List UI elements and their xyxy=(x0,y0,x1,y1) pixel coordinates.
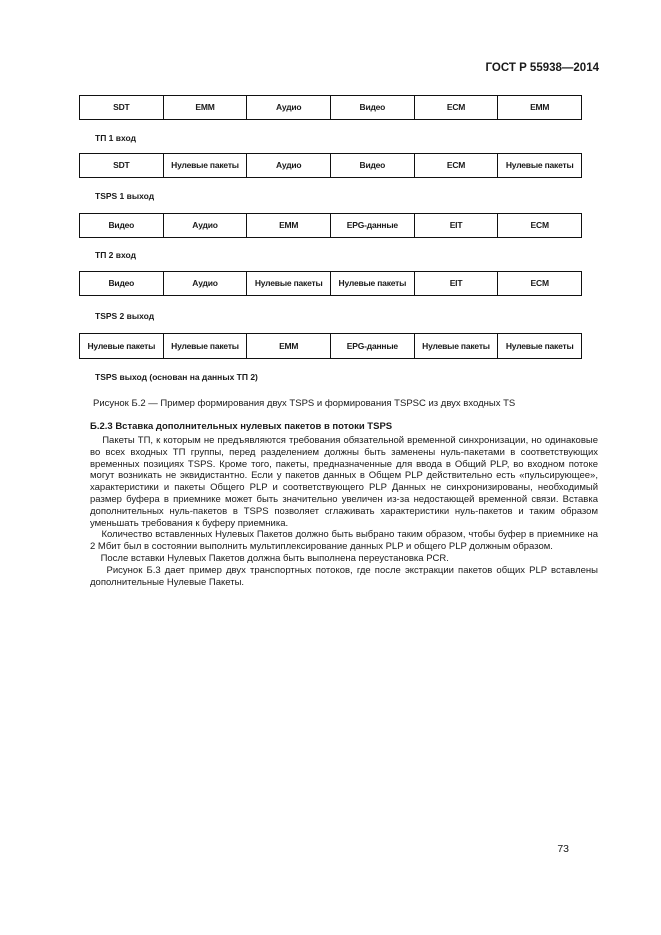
stream-row-5 xyxy=(79,333,582,359)
stream-cell: Нулевые пакеты xyxy=(163,334,247,358)
stream-cell: EMM xyxy=(246,334,330,358)
stream-cell: Аудио xyxy=(246,96,330,119)
paragraph: Количество вставленных Нулевых Пакетов должно быть выбрано таким образом, чтобы буфер в приемнике на 2 Мбит был в состоянии выполнить мультиплексирование данных PLP и общего PLP должным образом. xyxy=(90,529,598,553)
stream-cell: Нулевые пакеты xyxy=(414,334,498,358)
stream-cell: EMM xyxy=(497,96,581,119)
stream-cell: EPG-данные xyxy=(330,334,414,358)
stream-cell: Нулевые пакеты xyxy=(330,272,414,295)
body-text xyxy=(90,435,598,588)
stream-cell: SDT xyxy=(113,160,130,170)
stream-cell: EIT xyxy=(414,214,498,237)
stream-cell: ECM xyxy=(497,272,581,295)
stream-row-4 xyxy=(79,271,582,296)
stream-cell: Нулевые пакеты xyxy=(497,334,581,358)
stream-cell: Нулевые пакеты xyxy=(163,154,247,177)
stream-label-4: TSPS 2 выход xyxy=(95,311,155,321)
page-number: 73 xyxy=(557,843,569,855)
section-heading: Б.2.3 Вставка дополнительных нулевых пакетов в потоки TSPS xyxy=(90,421,393,432)
stream-cell: Нулевые пакеты xyxy=(497,154,581,177)
stream-cell: Видео xyxy=(108,220,135,230)
stream-cell: SDT xyxy=(113,102,130,112)
stream-cell: EMM xyxy=(163,96,247,119)
stream-label-2: TSPS 1 выход xyxy=(95,191,155,201)
stream-cell: ECM xyxy=(414,96,498,119)
stream-cell: Аудио xyxy=(246,154,330,177)
stream-cell: Аудио xyxy=(163,214,247,237)
stream-row-3 xyxy=(79,213,582,238)
stream-cell: Нулевые пакеты xyxy=(246,272,330,295)
stream-cell: EMM xyxy=(246,214,330,237)
stream-label-3: ТП 2 вход xyxy=(95,250,136,260)
stream-cell: Видео xyxy=(108,278,135,288)
paragraph: Рисунок Б.3 дает пример двух транспортных потоков, где после экстракции пакетов общих PLP вставлены дополнительные Нулевые Пакеты. xyxy=(90,564,599,588)
stream-cell: Аудио xyxy=(163,272,247,295)
stream-label-1: ТП 1 вход xyxy=(95,133,136,143)
paragraph: Пакеты ТП, к которым не предъявляются требования обязательной временной синхронизации, но одинаковые во всех входных ТП группы, перед разделением должны быть заменены нуль-пакетами в соответствующих временных позициях TSPS. Кроме того, пакеты, предназначенные для ввода в Общий PLP, во входном потоке могут возникать не эквидистантно. Если у пакетов данных в Общем PLP действительно есть «пульсирующее», характеристики и пакеты Общего PLP и соответствующего PLP Данных не синхронизированы, необходимый размер буфера в приемнике может быть значительно увеличен из-за недостающей временной связи. Вставка дополнительных нуль-пакетов в TSPS позволяет сглаживать характеристики нуль-пакетов и таким образом уменьшать требования к буферу приемника. xyxy=(90,435,598,529)
stream-cell: Видео xyxy=(330,154,414,177)
paragraph: После вставки Нулевых Пакетов должна быть выполнена переустановка PCR. xyxy=(100,552,449,564)
stream-row-1 xyxy=(79,95,582,120)
stream-cell: ECM xyxy=(414,154,498,177)
stream-cell: Видео xyxy=(330,96,414,119)
stream-cell: Нулевые пакеты xyxy=(87,340,156,351)
stream-cell: ECM xyxy=(497,214,581,237)
stream-row-2 xyxy=(79,153,582,178)
stream-label-5: TSPS выход (основан на данных ТП 2) xyxy=(95,372,258,382)
standard-number: ГОСТ Р 55938—2014 xyxy=(485,62,599,74)
stream-cell: EIT xyxy=(414,272,498,295)
stream-cell: EPG-данные xyxy=(330,214,414,237)
figure-caption: Рисунок Б.2 — Пример формирования двух TSPS и формирования TSPSC из двух входных TS xyxy=(93,398,516,409)
